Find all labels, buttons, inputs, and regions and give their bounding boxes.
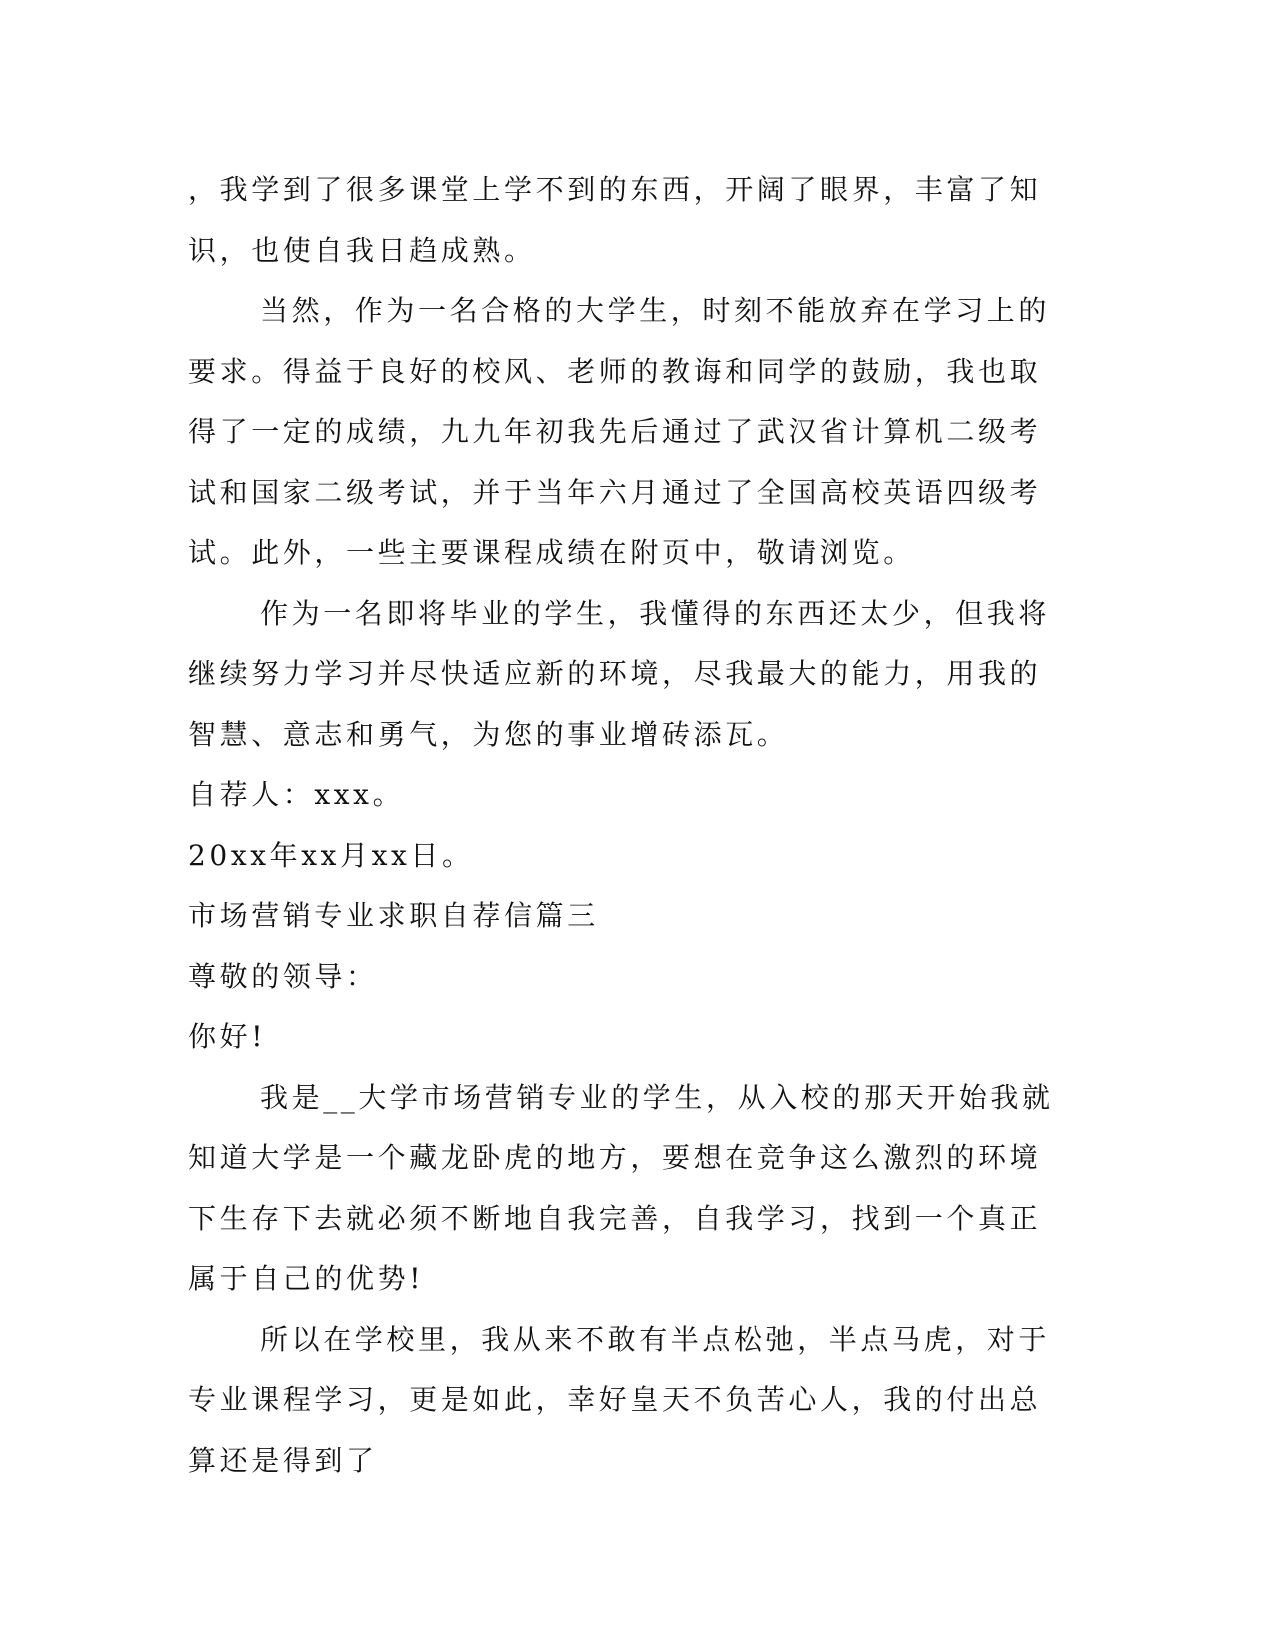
- document-body: [188, 160, 1068, 1491]
- date-line: 20xx年xx月xx日。: [188, 838, 474, 872]
- section-title: 市场营销专业求职自荐信篇三: [188, 899, 599, 932]
- paragraph-grades: 当然，作为一名合格的大学生，时刻不能放弃在学习上的要求。得益于良好的校风、老师的教诲和同学的鼓励，我也取得了一定的成绩，九九年初我先后通过了武汉省计算机二级考试和国家二级考试，并于当年六月通过了全国高校英语四级考试。此外，一些主要课程成绩在附页中，敬请浏览。: [188, 294, 1051, 569]
- paragraph-intro: 我是__大学市场营销专业的学生，从入校的那天开始我就知道大学是一个藏龙卧虎的地方，要想在竞争这么激烈的环境下生存下去就必须不断地自我完善，自我学习，找到一个真正属于自己的优势!: [188, 1080, 1054, 1295]
- paragraph-study: 所以在学校里，我从来不敢有半点松弛，半点马虎，对于专业课程学习，更是如此，幸好皇天不负苦心人，我的付出总算还是得到了: [188, 1322, 1051, 1477]
- salutation: 尊敬的领导：: [188, 959, 378, 993]
- greeting: 你好!: [188, 1020, 267, 1053]
- paragraph-closing: 作为一名即将毕业的学生，我懂得的东西还太少，但我将继续努力学习并尽快适应新的环境，尽我最大的能力，用我的智慧、意志和勇气，为您的事业增砖添瓦。: [188, 596, 1051, 751]
- signature-line: 自荐人：xxx。: [188, 778, 405, 811]
- paragraph-continuation: ，我学到了很多课堂上学不到的东西，开阔了眼界，丰富了知识，也使自我日趋成熟。: [188, 173, 1042, 267]
